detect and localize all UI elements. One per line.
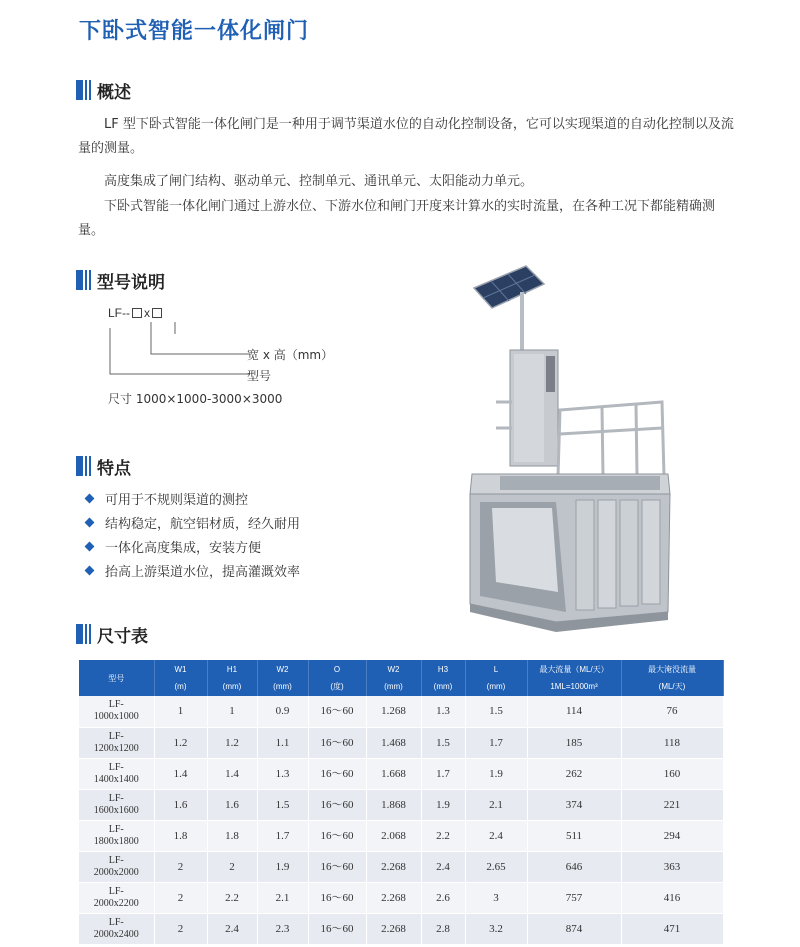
column-header: 最大淹没流量 (ML/天)	[621, 660, 723, 696]
table-cell: 757	[527, 882, 621, 913]
table-cell: 1.5	[257, 789, 308, 820]
table-cell: 16～60	[308, 820, 366, 851]
column-header: W1 (m)	[154, 660, 207, 696]
table-cell: 16～60	[308, 727, 366, 758]
feature-item: 结构稳定，航空铝材质，经久耐用	[84, 510, 300, 534]
table-cell: 1.5	[465, 696, 527, 727]
column-header: H3 (mm)	[421, 660, 465, 696]
feature-list	[84, 486, 300, 582]
table-cell: 2	[154, 851, 207, 882]
table-cell: 1.6	[154, 789, 207, 820]
table-cell: 1	[207, 696, 257, 727]
table-cell: 1.468	[366, 727, 421, 758]
model-cell: LF- 2000x2400	[79, 913, 154, 944]
table-cell: 2.4	[421, 851, 465, 882]
table-cell: 1.7	[257, 820, 308, 851]
dimension-table	[79, 660, 724, 945]
table-cell: 118	[621, 727, 723, 758]
table-cell: 1.5	[421, 727, 465, 758]
section-marker-icon	[76, 270, 91, 290]
table-cell: 16～60	[308, 913, 366, 944]
feature-item: 一体化高度集成，安装方便	[84, 534, 300, 558]
table-cell: 1.6	[207, 789, 257, 820]
table-cell: 2	[154, 913, 207, 944]
table-cell: 511	[527, 820, 621, 851]
table-row	[79, 727, 723, 758]
table-cell: 1.1	[257, 727, 308, 758]
table-cell: 1.668	[366, 758, 421, 789]
model-cell: LF- 1400x1400	[79, 758, 154, 789]
table-cell: 262	[527, 758, 621, 789]
table-cell: 294	[621, 820, 723, 851]
section-title: 型号说明	[97, 272, 165, 293]
table-cell: 2	[154, 882, 207, 913]
section-header-overview	[76, 78, 131, 102]
table-cell: 1.7	[421, 758, 465, 789]
table-cell: 1.9	[465, 758, 527, 789]
table-cell: 2.268	[366, 851, 421, 882]
column-header: H1 (mm)	[207, 660, 257, 696]
table-cell: 2.1	[465, 789, 527, 820]
table-cell: 646	[527, 851, 621, 882]
model-cell: LF- 1000x1000	[79, 696, 154, 727]
model-size-label: 宽 x 高（mm）	[247, 348, 334, 362]
column-header: 最大流量（ML/天） 1ML=1000m³	[527, 660, 621, 696]
column-header: O (度)	[308, 660, 366, 696]
model-cell: LF- 1200x1200	[79, 727, 154, 758]
table-cell: 1.4	[154, 758, 207, 789]
section-header-model	[76, 268, 165, 292]
table-cell: 1.7	[465, 727, 527, 758]
model-x: x	[144, 306, 150, 320]
table-cell: 1.8	[207, 820, 257, 851]
table-cell: 16～60	[308, 696, 366, 727]
table-cell: 1.2	[207, 727, 257, 758]
table-cell: 374	[527, 789, 621, 820]
diamond-bullet-icon	[85, 517, 95, 527]
table-cell: 114	[527, 696, 621, 727]
overview-paragraph-1: LF 型下卧式智能一体化闸门是一种用于调节渠道水位的自动化控制设备，它可以实现渠道的自动化控制以及流量的测量。	[78, 117, 734, 156]
model-cell: LF- 2000x2200	[79, 882, 154, 913]
model-cell: LF- 2000x2000	[79, 851, 154, 882]
table-row	[79, 913, 723, 944]
table-cell: 2.4	[207, 913, 257, 944]
overview-paragraph-2: 高度集成了闸门结构、驱动单元、控制单元、通讯单元、太阳能动力单元。	[104, 174, 534, 189]
table-cell: 16～60	[308, 758, 366, 789]
table-cell: 2.268	[366, 882, 421, 913]
section-marker-icon	[76, 624, 91, 644]
table-cell: 1.868	[366, 789, 421, 820]
table-cell: 185	[527, 727, 621, 758]
table-cell: 2.65	[465, 851, 527, 882]
table-row	[79, 696, 723, 727]
column-header: W2 (mm)	[366, 660, 421, 696]
gate-product-image	[456, 262, 684, 642]
table-cell: 2	[207, 851, 257, 882]
table-cell: 2.268	[366, 913, 421, 944]
table-cell: 1.2	[154, 727, 207, 758]
page-title: 下卧式智能一体化闸门	[79, 19, 310, 44]
table-cell: 1	[154, 696, 207, 727]
diamond-bullet-icon	[85, 541, 95, 551]
table-cell: 2.6	[421, 882, 465, 913]
table-row	[79, 758, 723, 789]
feature-item: 抬高上游渠道水位，提高灌溉效率	[84, 558, 300, 582]
feature-item: 可用于不规则渠道的测控	[84, 486, 300, 510]
table-cell: 1.9	[257, 851, 308, 882]
table-cell: 3	[465, 882, 527, 913]
table-cell: 1.3	[421, 696, 465, 727]
diamond-bullet-icon	[85, 565, 95, 575]
width-box	[132, 308, 142, 318]
model-size-range: 尺寸 1000×1000-3000×3000	[108, 392, 283, 406]
table-cell: 2.1	[257, 882, 308, 913]
model-cell: LF- 1600x1600	[79, 789, 154, 820]
table-header-row	[79, 660, 723, 696]
model-cell: LF- 1800x1800	[79, 820, 154, 851]
table-cell: 2.4	[465, 820, 527, 851]
table-cell: 16～60	[308, 789, 366, 820]
diamond-bullet-icon	[85, 493, 95, 503]
table-cell: 16～60	[308, 851, 366, 882]
table-cell: 16～60	[308, 882, 366, 913]
table-cell: 416	[621, 882, 723, 913]
table-row	[79, 851, 723, 882]
table-cell: 2.8	[421, 913, 465, 944]
table-row	[79, 789, 723, 820]
overview-paragraph-3: 下卧式智能一体化闸门通过上游水位、下游水位和闸门开度来计算水的实时流量，在各种工况下都能精确测量。	[78, 199, 716, 238]
table-cell: 221	[621, 789, 723, 820]
section-header-features	[76, 454, 131, 478]
section-title: 尺寸表	[97, 626, 148, 647]
column-header: W2 (mm)	[257, 660, 308, 696]
table-cell: 471	[621, 913, 723, 944]
table-cell: 2.3	[257, 913, 308, 944]
table-row	[79, 882, 723, 913]
table-cell: 76	[621, 696, 723, 727]
table-cell: 1.8	[154, 820, 207, 851]
section-title: 概述	[97, 82, 131, 103]
table-cell: 0.9	[257, 696, 308, 727]
table-cell: 2.068	[366, 820, 421, 851]
height-box	[152, 308, 162, 318]
table-cell: 2.2	[207, 882, 257, 913]
table-cell: 1.268	[366, 696, 421, 727]
table-cell: 3.2	[465, 913, 527, 944]
table-cell: 2.2	[421, 820, 465, 851]
section-title: 特点	[97, 458, 131, 479]
table-row	[79, 820, 723, 851]
table-cell: 160	[621, 758, 723, 789]
section-header-dimensions	[76, 622, 148, 646]
column-header: L (mm)	[465, 660, 527, 696]
table-cell: 1.4	[207, 758, 257, 789]
section-marker-icon	[76, 80, 91, 100]
table-cell: 363	[621, 851, 723, 882]
section-marker-icon	[76, 456, 91, 476]
model-type-label: 型号	[247, 369, 272, 383]
table-cell: 1.9	[421, 789, 465, 820]
column-header: 型号	[79, 660, 154, 696]
model-bracket-lines	[100, 318, 260, 378]
model-prefix: LF--	[108, 306, 130, 320]
table-cell: 874	[527, 913, 621, 944]
table-cell: 1.3	[257, 758, 308, 789]
